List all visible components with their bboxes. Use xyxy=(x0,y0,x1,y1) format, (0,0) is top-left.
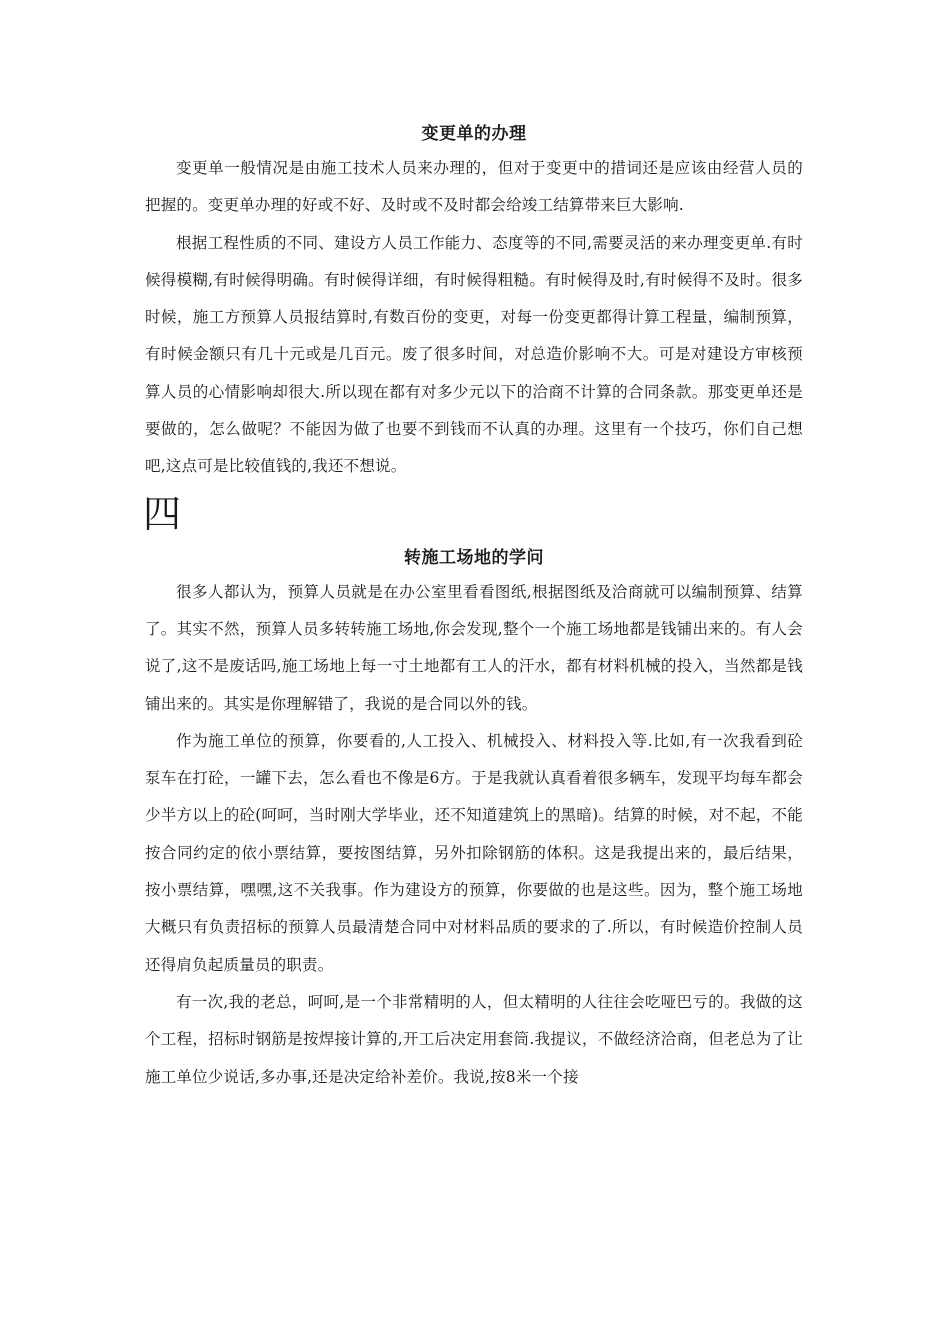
paragraph: 很多人都认为，预算人员就是在办公室里看看图纸,根据图纸及洽商就可以编制预算、结算了。其实不然，预算人员多转转施工场地,你会发现,整个一个施工场地都是钱铺出来的。有人会说了,这不是废话吗,施工场地上每一寸土地都有工人的汗水，都有材料机械的投入，当然都是钱铺出来的。其实是你理解错了，我说的是合同以外的钱。 xyxy=(145,582,803,713)
document-page xyxy=(145,118,803,1096)
section-title: 变更单的办理 xyxy=(421,124,527,144)
paragraph: 有一次,我的老总，呵呵,是一个非常精明的人，但太精明的人往往会吃哑巴亏的。我做的这个工程，招标时钢筋是按焊接计算的,开工后决定用套筒.我提议，不做经济洽商，但老总为了让施工单位少说话,多办事,还是决定给补差价。我说,按8米一个接 xyxy=(145,992,803,1086)
paragraph: 根据工程性质的不同、建设方人员工作能力、态度等的不同,需要灵活的来办理变更单.有时候得模糊,有时候得明确。有时候得详细，有时候得粗糙。有时候得及时,有时候得不及时。很多时候，施工方预算人员报结算时,有数百份的变更，对每一份变更都得计算工程量，编制预算，有时候金额只有几十元或是几百元。废了很多时间，对总造价影响不大。可是对建设方审核预算人员的心情影响却很大.所以现在都有对多少元以下的洽商不计算的合同条款。那变更单还是要做的，怎么做呢？不能因为做了也要不到钱而不认真的办理。这里有一个技巧，你们自己想吧,这点可是比较值钱的,我还不想说。 xyxy=(145,233,803,476)
paragraph: 变更单一般情况是由施工技术人员来办理的，但对于变更中的措词还是应该由经营人员的把握的。变更单办理的好或不好、及时或不及时都会给竣工结算带来巨大影响. xyxy=(145,159,803,215)
section-title: 转施工场地的学问 xyxy=(404,547,544,568)
paragraph: 作为施工单位的预算，你要看的,人工投入、机械投入、材料投入等.比如,有一次我看到砼泵车在打砼，一罐下去，怎么看也不像是6方。于是我就认真看着很多辆车，发现平均每车都会少半方以上的砼(呵呵，当时刚大学毕业，还不知道建筑上的黑暗)。结算的时候，对不起，不能按合同约定的依小票结算，要按图结算，另外扣除钢筋的体积。这是我提出来的，最后结果，按小票结算，嘿嘿,这不关我事。作为建设方的预算，你要做的也是这些。因为，整个施工场地大概只有负责招标的预算人员最清楚合同中对材料品质的要求的了.所以，有时候造价控制人员还得肩负起质量员的职责。 xyxy=(145,731,803,974)
section-number: 四 xyxy=(143,491,182,536)
